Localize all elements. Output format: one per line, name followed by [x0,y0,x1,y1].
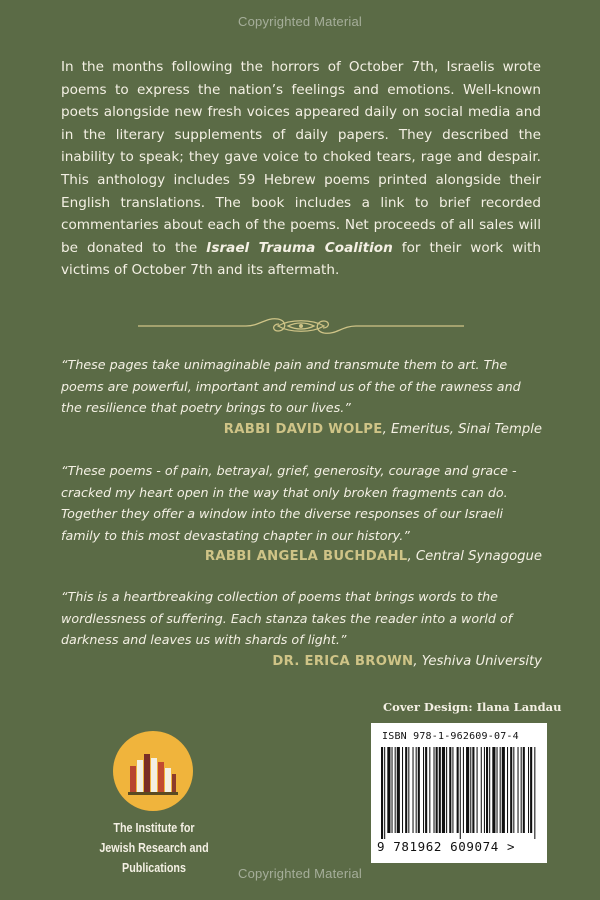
barcode-stripe [439,747,441,833]
barcode-stripe [408,747,409,833]
barcode-stripe [392,747,393,833]
endorsement-buchdahl [61,460,542,568]
barcode-stripe [402,747,403,833]
barcode-stripe [528,747,529,833]
barcode-stripe [513,747,514,833]
barcode-stripe [521,747,522,833]
book-description [61,56,541,282]
barcode-stripe [395,747,396,833]
barcode-stripe [452,747,453,833]
barcode-stripe [381,747,383,839]
barcode-stripe [466,747,469,833]
isbn-digits: 9 781962 609074 > [377,839,516,854]
barcode-stripe [497,747,498,833]
watermark-top: Copyrighted Material [238,14,362,29]
barcode-stripe [472,747,474,833]
barcode-stripe [530,747,532,833]
isbn-barcode [371,723,547,863]
barcode-stripe [436,747,438,833]
ornament-divider [138,313,464,339]
endorsement-attribution [61,546,542,568]
endorser-affiliation: , Emeritus, Sinai Temple [382,421,542,437]
publisher-logo-icon [112,730,194,812]
endorsement-text: “These pages take unimaginable pain and transmute them to art. The poems are powerful, important and remind us of the of the rawness and the resilience that poetry brings to our lives.” [61,357,521,415]
barcode-stripe [449,747,451,833]
endorser-affiliation: , Yeshiva University [413,653,542,669]
barcode-bars [381,747,537,839]
barcode-stripe [486,747,488,833]
publisher-name-line1: The Institute for [113,821,195,835]
endorsement-attribution [61,651,542,673]
endorser-affiliation: , Central Synagogue [407,549,542,564]
barcode-stripe [481,747,482,833]
endorsement-attribution [61,419,542,441]
barcode-stripe [510,747,512,833]
watermark-bottom: Copyrighted Material [238,866,362,881]
barcode-stripe [384,747,385,839]
barcode-stripe [397,747,400,833]
barcode-stripe [442,747,445,833]
barcode-stripe [457,747,459,833]
barcode-stripe [523,747,525,833]
publisher-name-line2: Jewish Research and Publications [99,841,209,875]
barcode-stripe [484,747,485,833]
barcode-stripe [492,747,495,833]
barcode-stripe [418,747,420,833]
barcode-stripe [463,747,464,833]
barcode-stripe [477,747,478,833]
cover-design-credit: Cover Design: Ilana Landau [383,700,562,714]
barcode-stripe [446,747,447,833]
barcode-stripe [423,747,424,833]
barcode-stripe [502,747,505,833]
barcode-stripe [416,747,417,833]
barcode-stripe [470,747,471,833]
description-text-start: In the months following the horrors of October 7th, Israelis wrote poems to express the nation’s feelings and emotions. Well-known poets alongside new fresh voices appeared daily on social media and in the literary supplements of daily papers. They described the inability to speak; they gave voice to choked tears, rage and despair. This anthology includes 59 Hebrew poems printed alongside their English translations. The book includes a link to brief recorded commentaries about each of the poems. Net proceeds of all sales will be donated to the [61,59,541,256]
barcode-stripe [429,747,430,833]
barcode-stripe [489,747,490,833]
barcode-stripe [507,747,508,833]
isbn-label: ISBN 978-1-962609-07-4 [382,731,519,742]
endorser-name: RABBI DAVID WOLPE [223,421,383,437]
barcode-stripe [534,747,535,839]
endorser-name: DR. ERICA BROWN [272,653,414,669]
barcode-stripe [500,747,501,833]
description-text-end: for their work with victims of October 7th and its aftermath. [61,239,541,279]
barcode-stripe [460,747,461,839]
endorser-name: RABBI ANGELA BUCHDAHL [204,549,408,564]
barcode-stripe [434,747,435,833]
endorsement-wolpe [61,354,542,440]
barcode-stripe [405,747,407,833]
endorsement-brown [61,586,542,672]
endorsement-text: “This is a heartbreaking collection of poems that brings words to the wordlessness of suffering. Each stanza takes the reader into a world of darkness and leaves us with shards of light.” [61,589,513,647]
organization-name: Israel Trauma Coalition [206,239,393,256]
barcode-stripe [387,747,390,833]
barcode-stripe [425,747,427,833]
barcode-stripe [413,747,414,833]
endorsement-text: “These poems - of pain, betrayal, grief, generosity, courage and grace - cracked my heart open in the way that only broken fragments can do. Together they offer a window into the diverse responses of our Israeli family to this most devastating chapter in our history.” [61,463,517,543]
barcode-stripe [518,747,519,833]
